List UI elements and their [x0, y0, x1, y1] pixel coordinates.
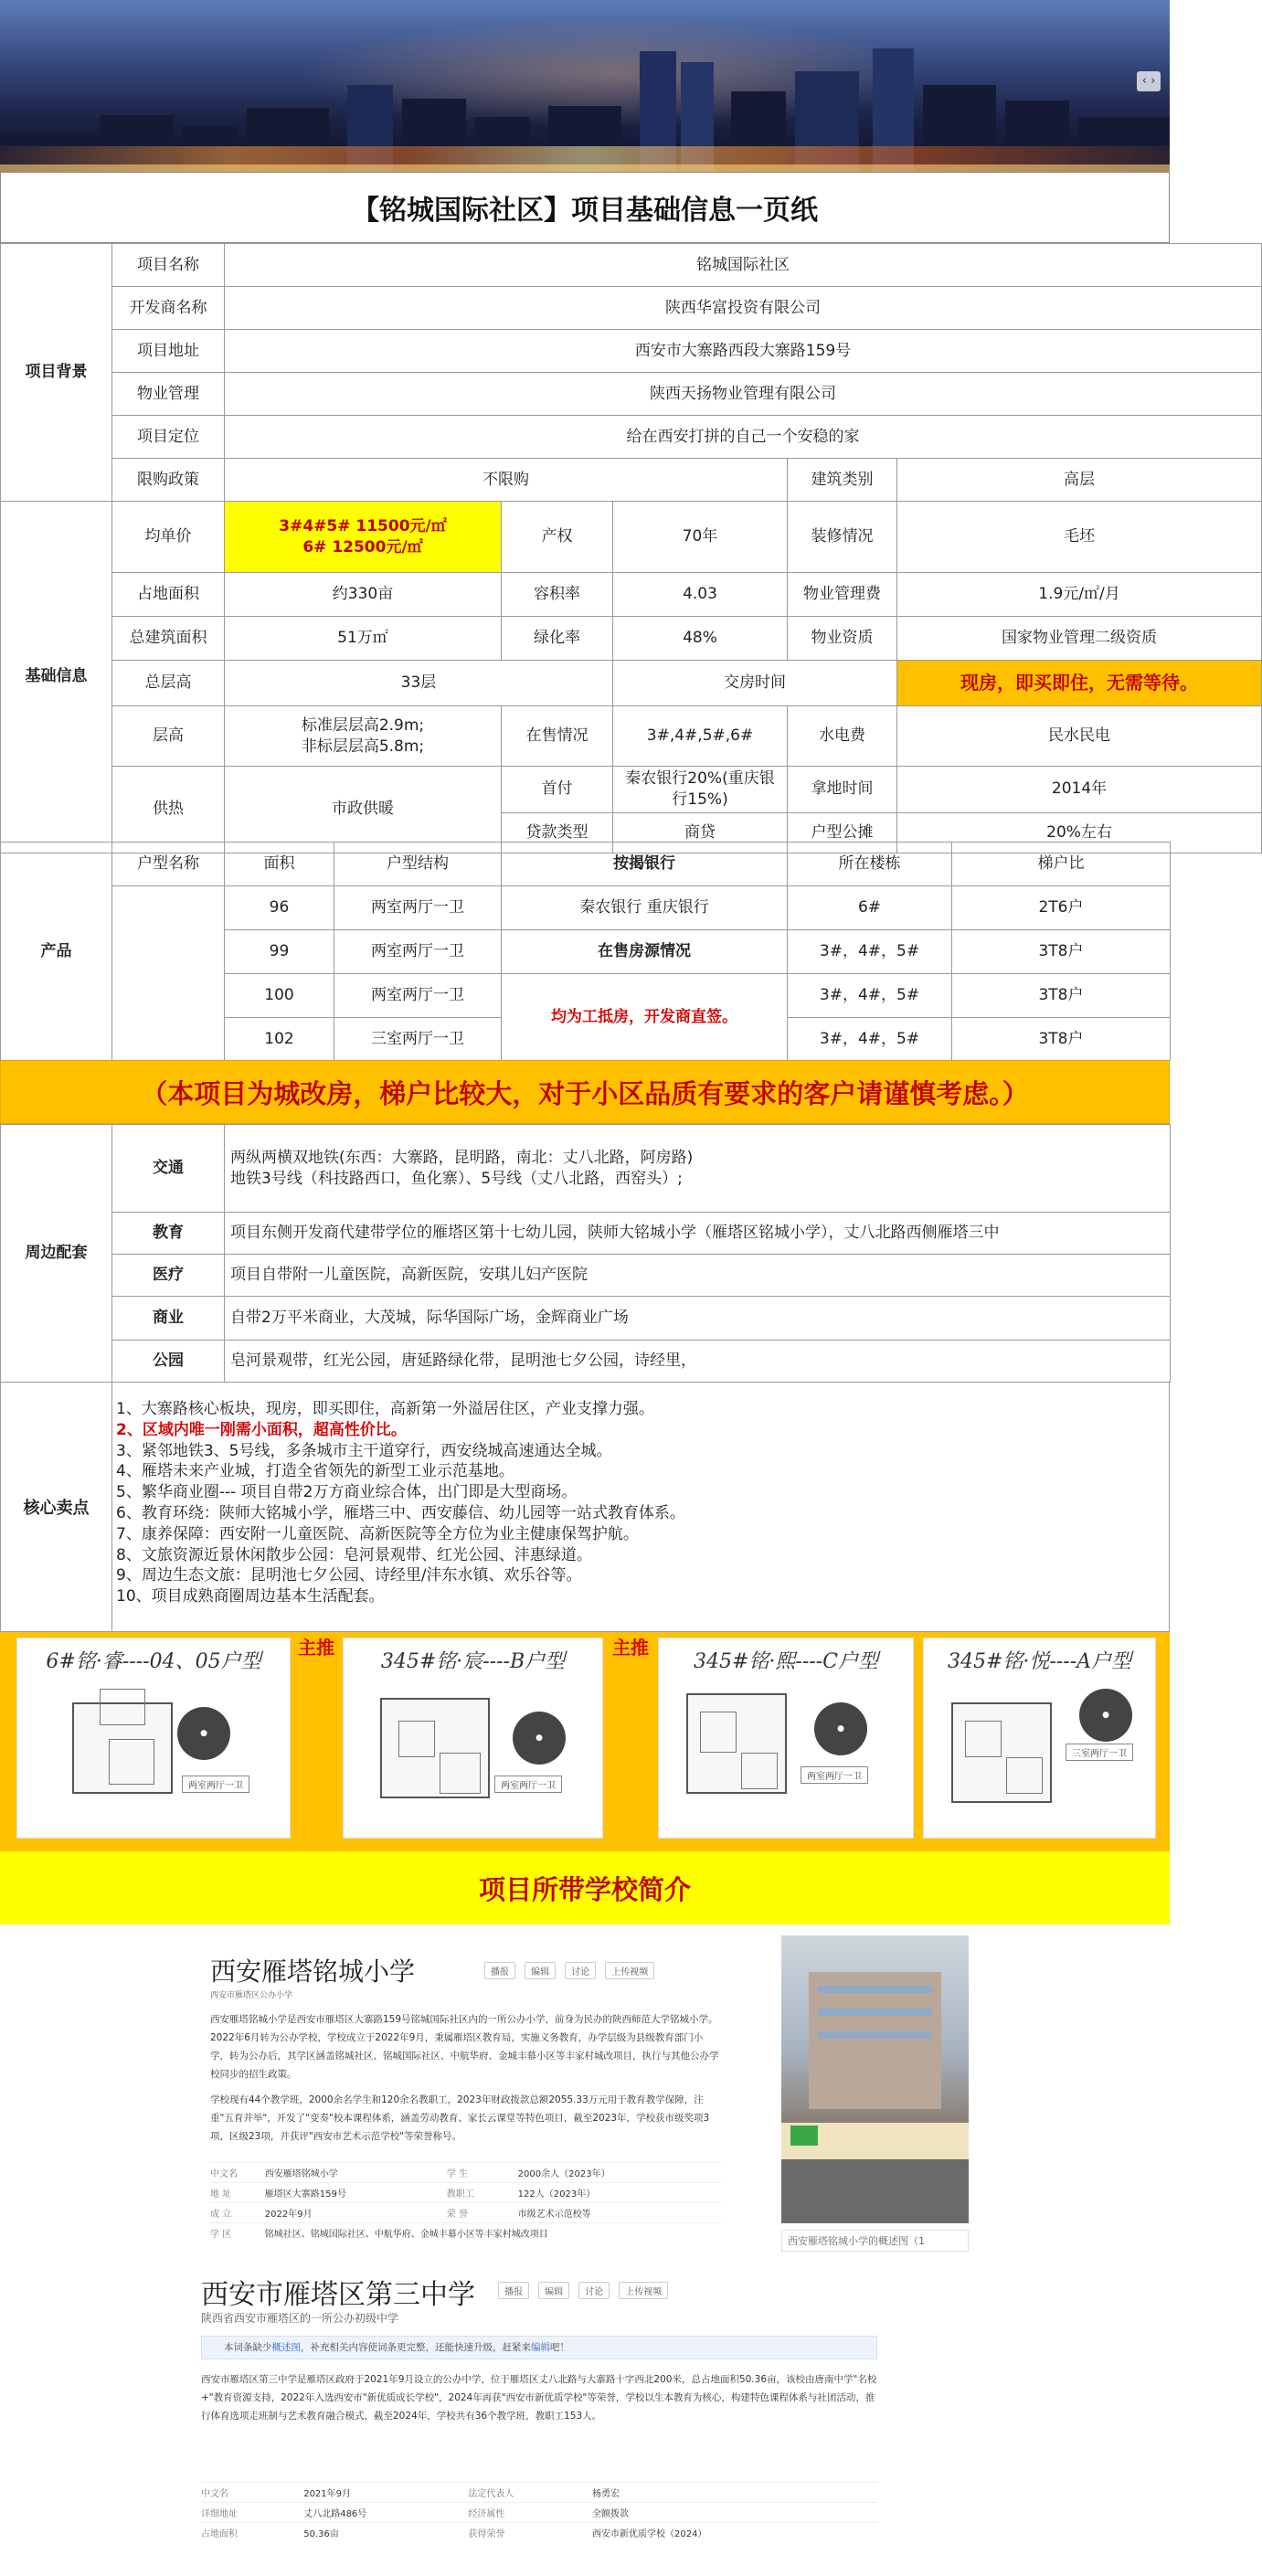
green-label: 绿化率 — [502, 617, 613, 661]
plan-title: 345#铭·熙----C户型 — [694, 1650, 878, 1673]
green-value: 48% — [613, 617, 788, 661]
building-cell: 3#，4#，5# — [788, 1018, 952, 1061]
structure-cell: 两室两厅一卫 — [334, 974, 502, 1018]
photo-caption: 西安雁塔铭城小学的概述图（1 — [781, 2230, 969, 2252]
section-product: 产品 — [1, 843, 112, 1061]
header-type: 户型名称 — [112, 843, 225, 886]
row-value: 陕西华富投资有限公司 — [225, 287, 1262, 330]
compass-icon: ● — [177, 1707, 230, 1760]
structure-cell: 两室两厅一卫 — [334, 930, 502, 974]
share-value: 20%左右 — [897, 812, 1262, 853]
selling-points — [0, 1382, 1170, 1632]
edit-button[interactable]: 编辑 — [538, 2282, 569, 2299]
transport-line-2: 地铁3号线（科技路西口，鱼化寨）、5号线（丈八北路，西窑头）; — [230, 1169, 683, 1188]
land-label: 拿地时间 — [788, 767, 897, 813]
plan-title: 6#铭·睿----04、05户型 — [46, 1650, 261, 1673]
school-subtitle: 西安市雁塔区公办小学 — [210, 1991, 293, 2000]
heat-value: 市政供暖 — [225, 767, 502, 853]
plan-title: 345#铭·宸----B户型 — [380, 1650, 566, 1673]
price-line-1: 3#4#5# 11500元/㎡ — [279, 516, 447, 535]
area-cell: 100 — [225, 974, 334, 1018]
compass-icon: ● — [513, 1712, 566, 1765]
right-label: 产权 — [502, 502, 613, 573]
sale-value: 3#,4#,5#,6# — [613, 706, 788, 767]
school-card-2 — [196, 2263, 973, 2569]
list-item: 4、雁塔未来产业城，打造全省领先的新型工业示范基地。 — [116, 1462, 514, 1481]
height-line-1: 标准层层高2.9m; — [301, 716, 425, 735]
header-building: 所在楼栋 — [788, 843, 952, 886]
deliver-label: 交房时间 — [613, 661, 897, 706]
product-table — [0, 842, 1171, 1061]
header-ratio: 梯户比 — [952, 843, 1171, 886]
transport-line-1: 两纵两横双地铁(东西：大寨路，昆明路，南北：丈八北路，阿房路) — [230, 1148, 694, 1167]
row-label: 物业管理 — [112, 373, 225, 416]
row-label: 项目名称 — [112, 244, 225, 287]
far-value: 4.03 — [613, 573, 788, 617]
decor-label: 装修情况 — [788, 502, 897, 573]
list-item: 8、文旅资源近景休闲散步公园：皂河景观带、红光公园、沣惠绿道。 — [116, 1545, 592, 1564]
upload-video-button[interactable]: 上传视频 — [605, 1962, 654, 1979]
school-card-1 — [196, 1935, 973, 2255]
school-actions — [498, 2281, 673, 2299]
ratio-cell: 2T6户 — [952, 886, 1171, 930]
header-structure: 户型结构 — [334, 843, 502, 886]
building-type-value: 高层 — [897, 459, 1262, 502]
discuss-button[interactable]: 讨论 — [578, 2282, 610, 2299]
list-item: 5、繁华商业圈--- 项目自带2万方商业综合体，出门即是大型商场。 — [116, 1483, 578, 1502]
loan-label: 贷款类型 — [502, 812, 613, 853]
height-value — [225, 706, 502, 767]
discuss-button[interactable]: 讨论 — [565, 1962, 596, 1979]
section-basic: 基础信息 — [1, 502, 112, 853]
list-item: 7、康养保障：西安附一儿童医院、高新医院等全方位为业主健康保驾护航。 — [116, 1524, 639, 1543]
education-label: 教育 — [112, 1213, 225, 1255]
broadcast-button[interactable]: 播报 — [484, 1962, 515, 1979]
table-row — [1, 886, 1171, 930]
transport-label: 交通 — [112, 1125, 225, 1213]
list-item: 3、紧邻地铁3、5号线，多条城市主干道穿行，西安绕城高速通达全城。 — [116, 1441, 612, 1460]
policy-value: 不限购 — [225, 459, 788, 502]
park-value: 皂河景观带，红光公园，唐延路绿化带，昆明池七夕公园，诗经里， — [225, 1341, 1171, 1383]
qual-value: 国家物业管理二级资质 — [897, 617, 1262, 661]
education-value: 项目东侧开发商代建带学位的雁塔区第十七幼儿园，陕师大铭城小学（雁塔区铭城小学），丈八北路西侧雁塔三中 — [225, 1213, 1171, 1255]
page-title: 【铭城国际社区】项目基础信息一页纸 — [0, 172, 1170, 243]
park-label: 公园 — [112, 1341, 225, 1383]
structure-cell: 两室两厅一卫 — [334, 886, 502, 930]
down-label: 首付 — [502, 767, 613, 813]
plan-tag: 两室两厅一卫 — [182, 1776, 249, 1793]
house-note: 均为工抵房，开发商直签。 — [502, 974, 788, 1061]
floor-plan-card[interactable] — [658, 1638, 914, 1839]
row-value: 陕西天扬物业管理有限公司 — [225, 373, 1262, 416]
floors-label: 总层高 — [112, 661, 225, 706]
compass-icon: ● — [1079, 1689, 1132, 1742]
list-item: 10、项目成熟商圈周边基本生活配套。 — [116, 1587, 385, 1606]
row-value: 西安市大寨路西段大寨路159号 — [225, 330, 1262, 373]
list-item: 6、教育环绕：陕师大铭城小学，雁塔三中、西安藤信、幼儿园等一站式教育体系。 — [116, 1503, 685, 1522]
list-item: 2、区域内唯一刚需小面积，超高性价比。 — [116, 1420, 407, 1439]
school-section-title: 项目所带学校简介 — [0, 1851, 1170, 1924]
banner-nav-arrows[interactable]: ‹ › — [1137, 71, 1161, 91]
house-label: 在售房源情况 — [502, 930, 788, 974]
area-cell: 96 — [225, 886, 334, 930]
height-line-2: 非标层层高5.8m; — [301, 737, 425, 756]
util-label: 水电费 — [788, 706, 897, 767]
deliver-value: 现房，即买即住，无需等待。 — [897, 661, 1262, 706]
banner-image — [0, 0, 1170, 172]
row-label: 项目定位 — [112, 416, 225, 459]
floor-plan-card[interactable] — [343, 1638, 603, 1839]
policy-label: 限购政策 — [112, 459, 225, 502]
school-name: 西安市雁塔区第三中学 — [201, 2279, 475, 2311]
medical-label: 医疗 — [112, 1255, 225, 1297]
build-label: 总建筑面积 — [112, 617, 225, 661]
right-value: 70年 — [613, 502, 788, 573]
qual-label: 物业资质 — [788, 617, 897, 661]
plan-tag: 两室两厅一卫 — [801, 1766, 868, 1784]
decor-value: 毛坯 — [897, 502, 1262, 573]
ratio-cell: 3T8户 — [952, 974, 1171, 1018]
floors-value: 33层 — [225, 661, 613, 706]
share-label: 户型公摊 — [788, 812, 897, 853]
list-item: 9、周边生态文旅：昆明池七夕公园、诗经里/沣东水镇、欢乐谷等。 — [116, 1566, 582, 1585]
building-cell: 6# — [788, 886, 952, 930]
ratio-cell: 3T8户 — [952, 1018, 1171, 1061]
floor-plans — [0, 1632, 1170, 1851]
selling-list — [116, 1399, 685, 1607]
build-value: 51万㎡ — [225, 617, 502, 661]
school-paragraph: 学校现有44个教学班，2000余名学生和120余名教职工，2023年财政拨款总额2055.33万元用于教育教学保障，注重"五育并举"，开发了"变奏"校本课程体系，涵盖劳动教育、家长云课堂等特色项目，截至2023年，学校获市级奖项3项，区级23项，并获评"西安市艺术示范学校"等荣誉称号。 — [210, 2094, 710, 2142]
commerce-value: 自带2万平米商业，大茂城，际华国际广场，金辉商业广场 — [225, 1297, 1171, 1341]
list-item: 1、大寨路核心板块，现房，即买即住，高新第一外溢居住区，产业支撑力强。 — [116, 1400, 654, 1418]
medical-value: 项目自带附一儿童医院，高新医院，安琪儿妇产医院 — [225, 1255, 1171, 1297]
building-cell: 3#，4#，5# — [788, 930, 952, 974]
surroundings-table — [0, 1124, 1171, 1383]
section-selling: 核心卖点 — [1, 1383, 112, 1631]
main-push-tag: 主推 — [612, 1637, 649, 1659]
price-value — [225, 502, 502, 573]
section-surroundings: 周边配套 — [1, 1125, 112, 1383]
building-type-label: 建筑类别 — [788, 459, 897, 502]
school-photo[interactable] — [781, 1935, 969, 2223]
school-info-table: 中文名 西安雁塔铭城小学 学 生 2000余人（2023年） 地 址 雁塔区大寨路159号 教职工 122人（2023年） 成 立 2022年9月 荣 誉 市级艺术示范校等 学 区 铭城社区、铭城国际社区、中航华府、金城丰幕小区等丰家村城改项目 — [210, 2162, 722, 2242]
height-label: 层高 — [112, 706, 225, 767]
far-label: 容积率 — [502, 573, 613, 617]
util-value: 民水民电 — [897, 706, 1262, 767]
section-background: 项目背景 — [1, 244, 112, 502]
structure-cell: 三室两厅一卫 — [334, 1018, 502, 1061]
school-subtitle: 陕西省西安市雁塔区的一所公办初级中学 — [201, 2312, 399, 2325]
edit-link[interactable]: 编辑 — [531, 2342, 550, 2353]
plan-tag: 两室两厅一卫 — [494, 1776, 562, 1793]
row-label: 项目地址 — [112, 330, 225, 373]
price-line-2: 6# 12500元/㎡ — [302, 537, 423, 557]
heat-label: 供热 — [112, 767, 225, 853]
building-cell: 3#，4#，5# — [788, 974, 952, 1018]
area-cell: 102 — [225, 1018, 334, 1061]
header-area: 面积 — [225, 843, 334, 886]
main-push-tag: 主推 — [298, 1637, 334, 1659]
row-value: 铭城国际社区 — [225, 244, 1262, 287]
fee-value: 1.9元/㎡/月 — [897, 573, 1262, 617]
bank-cell: 秦农银行 重庆银行 — [502, 886, 788, 930]
school-paragraph: 西安雁塔铭城小学是西安市雁塔区大寨路159号铭城国际社区内的一所公办小学，前身为民办的陕西师范大学铭城小学。2022年6月转为公办学校，学校成立于2022年9月，秉属雁塔区教育局，实施义务教育，办学层级为县级教育部门小学，转为公办后，其学区涵盖铭城社区、铭城国际社区、中航华府、金城丰幕小区等丰家村城改项目，执行与其他公办学校同步的招生政策。 — [210, 2014, 719, 2080]
land-value: 2014年 — [897, 767, 1262, 813]
school-actions — [484, 1961, 659, 1979]
area-label: 占地面积 — [112, 573, 225, 617]
loan-value: 商贷 — [613, 812, 788, 853]
fee-label: 物业管理费 — [788, 573, 897, 617]
school-name: 西安雁塔铭城小学 — [210, 1956, 416, 1987]
commerce-label: 商业 — [112, 1297, 225, 1341]
area-cell: 99 — [225, 930, 334, 974]
overview-image-link[interactable]: 概述图 — [271, 2342, 301, 2353]
price-label: 均单价 — [112, 502, 225, 573]
row-label: 开发商名称 — [112, 287, 225, 330]
upload-video-button[interactable]: 上传视频 — [619, 2282, 668, 2299]
school-info-table: 中文名 2021年9月 法定代表人 杨勇宏 详细地址 丈八北路486号 经济属性 全额拨款 占地面积 50.36亩 获得荣誉 西安市新优质学校（2024） — [201, 2482, 877, 2542]
transport-value — [225, 1125, 1171, 1213]
plan-tag: 三室两厅一卫 — [1066, 1744, 1133, 1761]
plan-title: 345#铭·悦----A户型 — [947, 1650, 1132, 1673]
broadcast-button[interactable]: 播报 — [498, 2282, 529, 2299]
compass-icon: ● — [814, 1702, 867, 1755]
floor-plan-card[interactable] — [923, 1638, 1156, 1839]
school-paragraph: 西安市雁塔区第三中学是雁塔区政府于2021年9月设立的公办中学，位于雁塔区丈八北路与大寨路十字西北200米，总占地面积50.36亩，该校由唐南中学"名校+"教育资源支持，2022年入选西安市"新优质成长学校"，2024年再获"西安市新优质学校"等荣誉，学校以生本教育为核心，构建特色课程体系与社团活动，推行体育选项走班制与艺术教育融合模式，截至2024年，学校共有36个教学班，教职工153人。 — [201, 2374, 877, 2422]
ratio-cell: 3T8户 — [952, 930, 1171, 974]
warning-banner: （本项目为城改房，梯户比较大，对于小区品质有要求的客户请谨慎考虑。） — [0, 1060, 1170, 1124]
sale-label: 在售情况 — [502, 706, 613, 767]
header-bank: 按揭银行 — [502, 843, 788, 886]
area-value: 约330亩 — [225, 573, 502, 617]
edit-notice: 本词条缺少概述图，补充相关内容使词条更完整，还能快速升级，赶紧来编辑吧！ — [201, 2336, 877, 2359]
down-value: 秦农银行20%(重庆银行15%) — [613, 767, 788, 813]
basic-info-table — [0, 243, 1262, 853]
row-value: 给在西安打拼的自己一个安稳的家 — [225, 416, 1262, 459]
type-cell — [112, 886, 225, 1061]
floor-plan-card[interactable] — [16, 1638, 291, 1839]
edit-button[interactable]: 编辑 — [525, 1962, 556, 1979]
